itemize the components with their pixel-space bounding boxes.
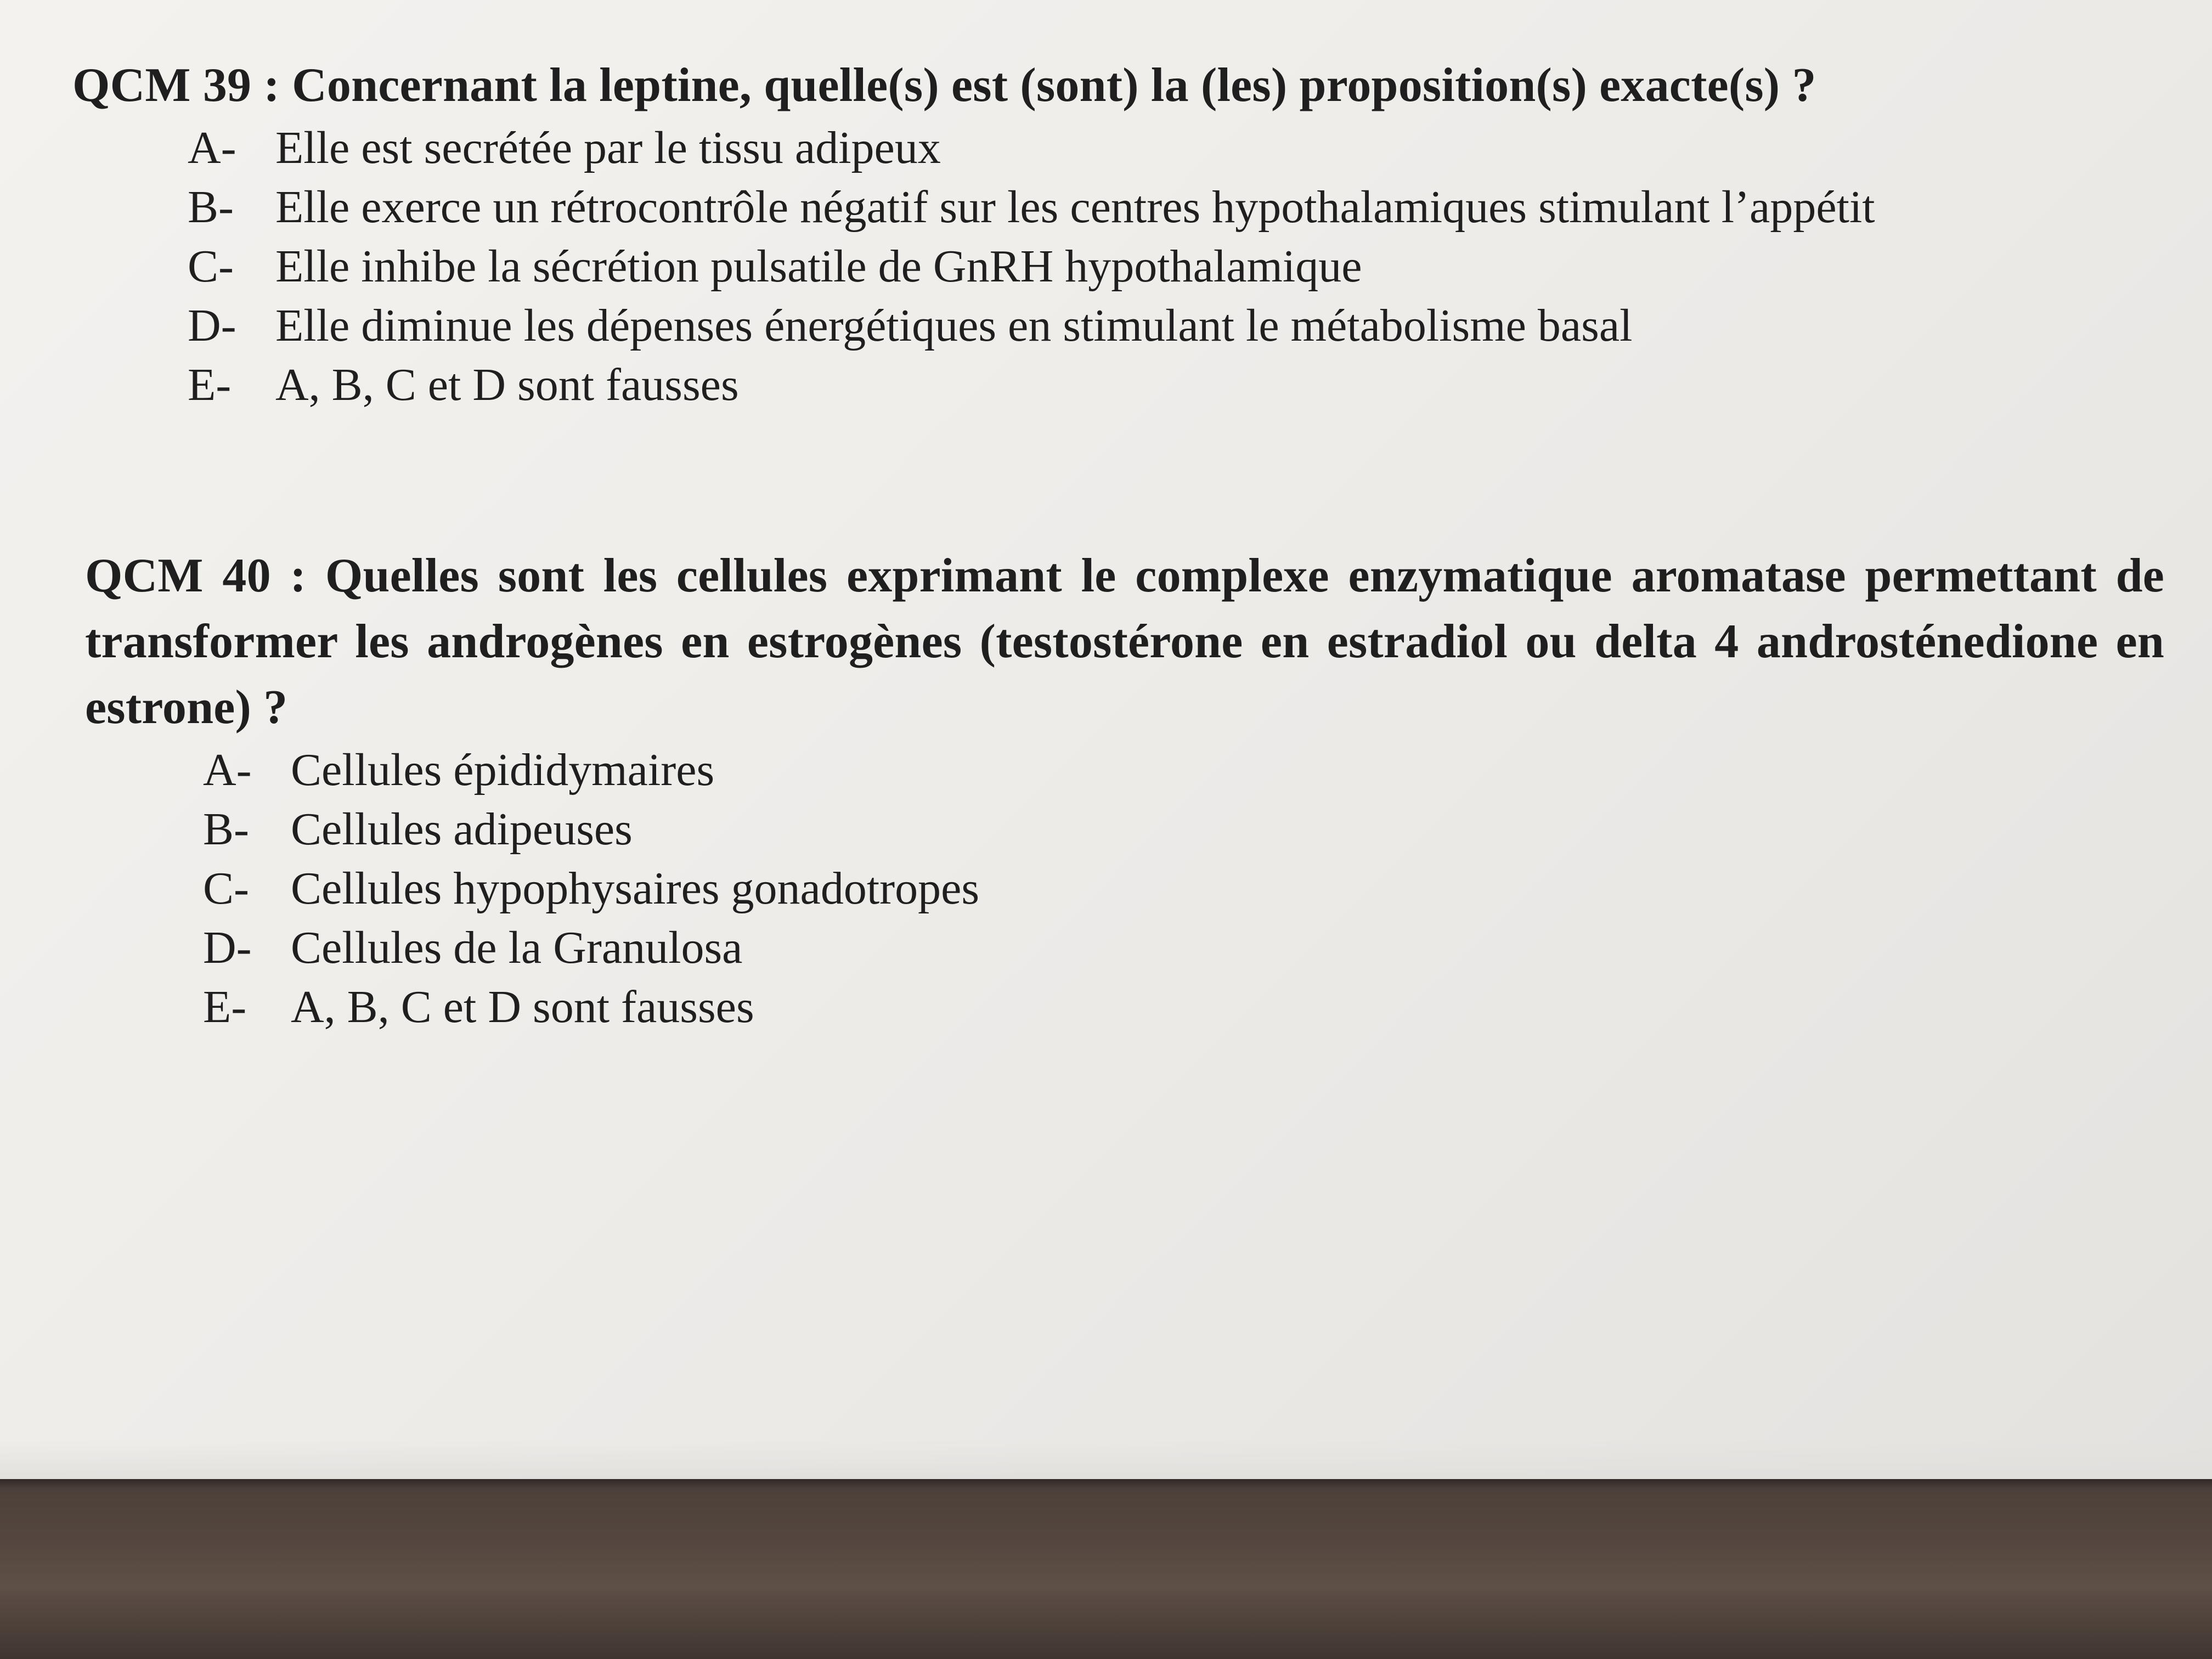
option-letter: A-	[203, 744, 252, 795]
option-letter: D-	[188, 300, 236, 351]
option-letter: E-	[188, 359, 232, 410]
question-title: QCM 39 : Concernant la leptine, quelle(s) est (sont) la (les) proposition(s) exacte(s) ?	[72, 59, 1816, 112]
option-text: Elle inhibe la sécrétion pulsatile de GnRH hypothalamique	[275, 241, 1362, 292]
option-letter: B-	[188, 182, 234, 233]
option-letter: E-	[203, 981, 247, 1032]
option-a	[188, 119, 2152, 178]
option-text: Elle diminue les dépenses énergétiques en stimulant le métabolisme basal	[275, 300, 1633, 351]
option-letter: D-	[203, 922, 252, 973]
option-text: Cellules de la Granulosa	[291, 922, 743, 973]
option-text: Cellules hypophysaires gonadotropes	[291, 863, 980, 914]
option-a	[203, 741, 2164, 800]
option-b	[203, 800, 2164, 859]
option-text: A, B, C et D sont fausses	[291, 981, 754, 1032]
option-text: A, B, C et D sont fausses	[275, 359, 739, 410]
option-e	[188, 356, 2152, 415]
option-c	[188, 237, 2152, 296]
answer-options	[203, 741, 2164, 1037]
option-b	[188, 178, 2152, 237]
question-39	[72, 53, 2152, 415]
option-text: Cellules épididymaires	[291, 744, 715, 795]
option-text: Elle exerce un rétrocontrôle négatif sur les centres hypothalamiques stimulant l’appétit	[275, 182, 1875, 233]
option-letter: B-	[203, 804, 249, 855]
option-letter: C-	[188, 241, 234, 292]
desk-surface	[0, 1479, 2212, 1659]
option-d	[203, 918, 2164, 978]
option-letter: C-	[203, 863, 249, 914]
question-title: QCM 40 : Quelles sont les cellules exprimant le complexe enzymatique aromatase permettant de transformer les androgènes en estrogènes (testostérone en estradiol ou delta 4 androsténedione en estrone) ?	[85, 549, 2164, 734]
answer-options	[188, 119, 2152, 415]
option-letter: A-	[188, 122, 236, 173]
option-c	[203, 859, 2164, 918]
question-40	[85, 543, 2164, 1037]
option-text: Elle est secrétée par le tissu adipeux	[275, 122, 941, 173]
option-d	[188, 296, 2152, 356]
option-text: Cellules adipeuses	[291, 804, 633, 855]
option-e	[203, 978, 2164, 1037]
